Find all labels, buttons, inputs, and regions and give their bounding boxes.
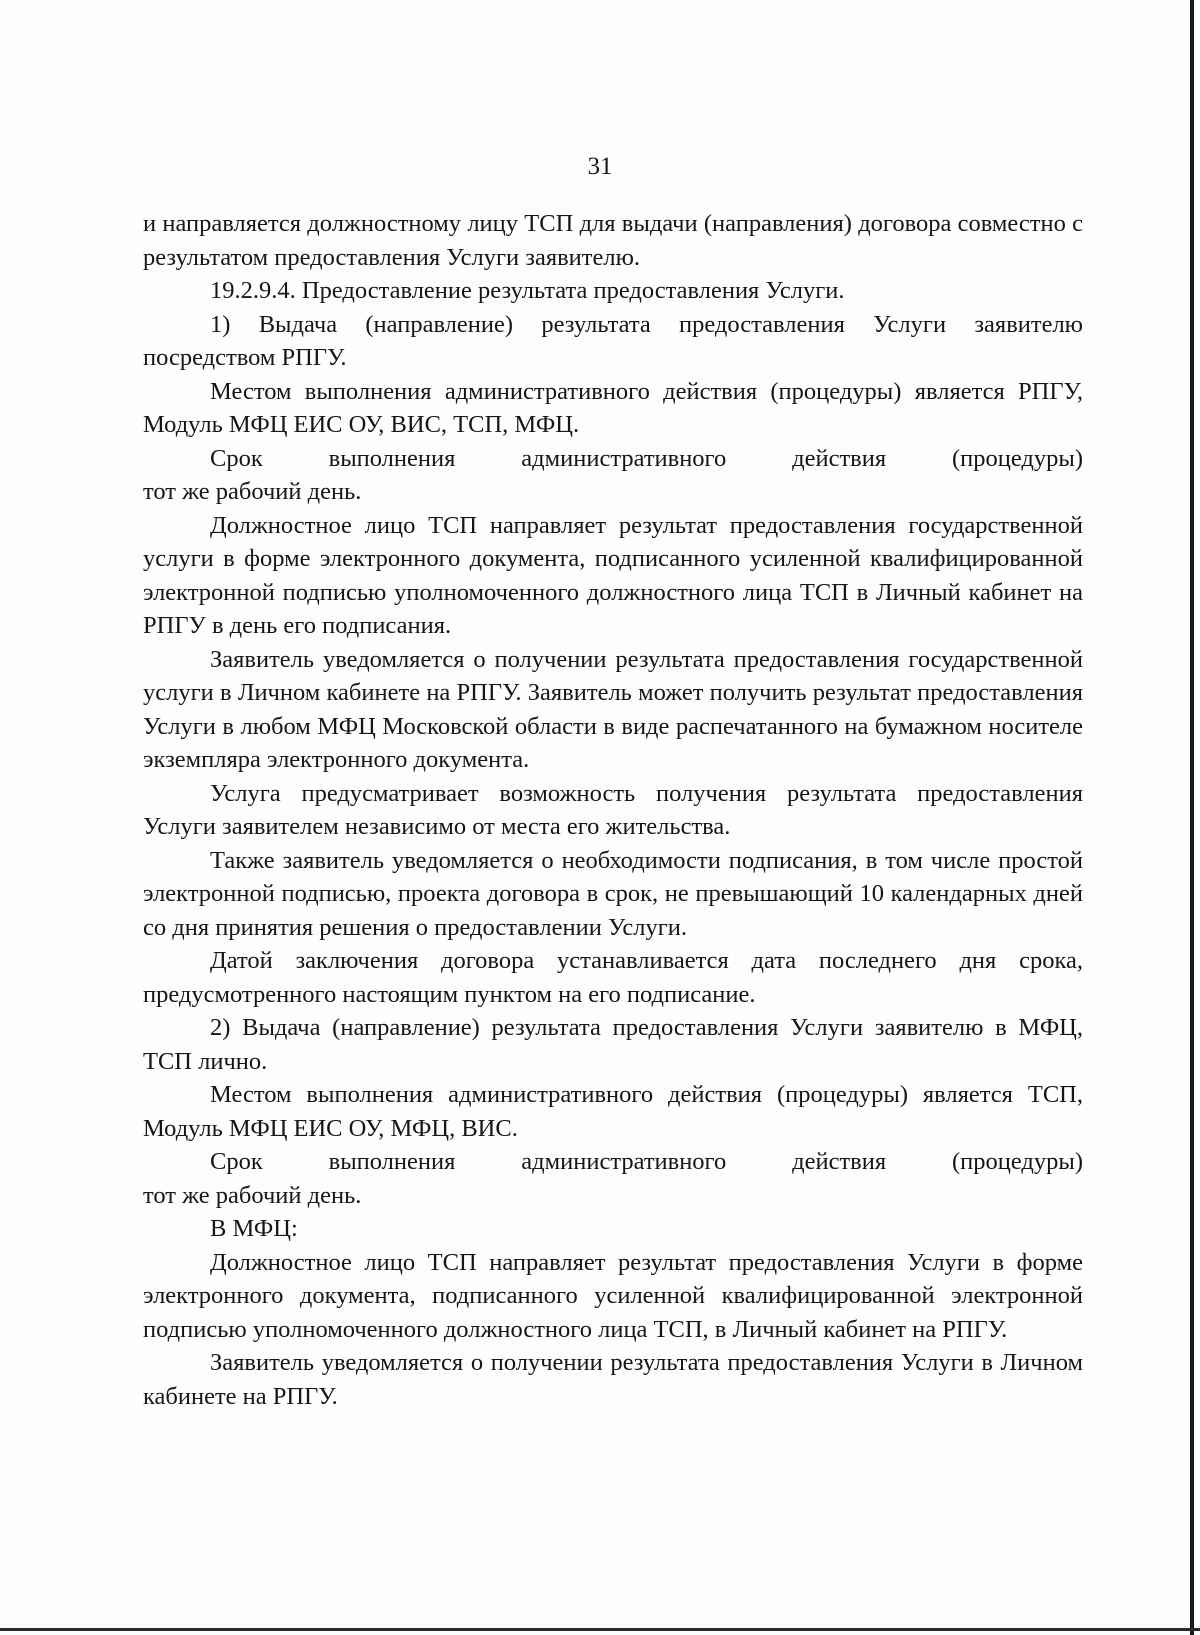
paragraph: Заявитель уведомляется о получении результата предоставления государственной услуги в Личном кабинете на РПГУ. Заявитель может получить результат предоставления Услуги в любом МФЦ Московской области в виде распечатанного на бумажном носителе экземпляра электронного документа. [143,645,1083,773]
paragraph: Срок выполнения административного действия (процедуры) [210,1148,1083,1175]
paragraph: 2) Выдача (направление) результата предоставления Услуги заявителю в МФЦ, ТСП лично. [143,1014,1083,1075]
paragraph: Местом выполнения административного действия (процедуры) является РПГУ, Модуль МФЦ ЕИС ОУ, ВИС, ТСП, МФЦ. [143,377,1083,438]
document-body [143,207,1083,1413]
paragraph: Местом выполнения административного действия (процедуры) является ТСП, Модуль МФЦ ЕИС ОУ, МФЦ, ВИС. [143,1081,1083,1142]
paragraph: тот же рабочий день. [143,1181,362,1209]
paragraph: Услуга предусматривает возможность получения результата предоставления Услуги заявителем независимо от места его жительства. [143,779,1083,840]
page-bottom-edge [0,1628,1200,1631]
paragraph: Должностное лицо ТСП направляет результат предоставления Услуги в форме электронного документа, подписанного усиленной квалифицированной электронной подписью уполномоченного должностного лица ТСП, в Личный кабинет на РПГУ. [143,1248,1083,1343]
page-right-edge [1190,0,1194,1635]
paragraph: Заявитель уведомляется о получении результата предоставления Услуги в Личном кабинете на РПГУ. [143,1349,1083,1410]
paragraph: Также заявитель уведомляется о необходимости подписания, в том числе простой электронной подписью, проекта договора в срок, не превышающий 10 календарных дней со дня принятия решения о предоставлении Услуги. [143,846,1083,941]
paragraph: Срок выполнения административного действия (процедуры) [210,444,1083,472]
paragraph: 1) Выдача (направление) результата предоставления Услуги заявителю посредством РПГУ. [143,310,1083,371]
paragraph: 19.2.9.4. Предоставление результата предоставления Услуги. [210,277,845,304]
paragraph: Датой заключения договора устанавливается дата последнего дня срока, предусмотренного настоящим пунктом на его подписание. [143,947,1083,1008]
paragraph: тот же рабочий день. [143,478,362,505]
paragraph: В МФЦ: [210,1215,298,1242]
paragraph: и направляется должностному лицу ТСП для выдачи (направления) договора совместно с результатом предоставления Услуги заявителю. [143,210,1083,271]
page-number: 31 [587,153,613,180]
paragraph: Должностное лицо ТСП направляет результат предоставления государственной услуги в форме электронного документа, подписанного усиленной квалифицированной электронной подписью уполномоченного должностного лица ТСП в Личный кабинет на РПГУ в день его подписания. [143,511,1083,639]
